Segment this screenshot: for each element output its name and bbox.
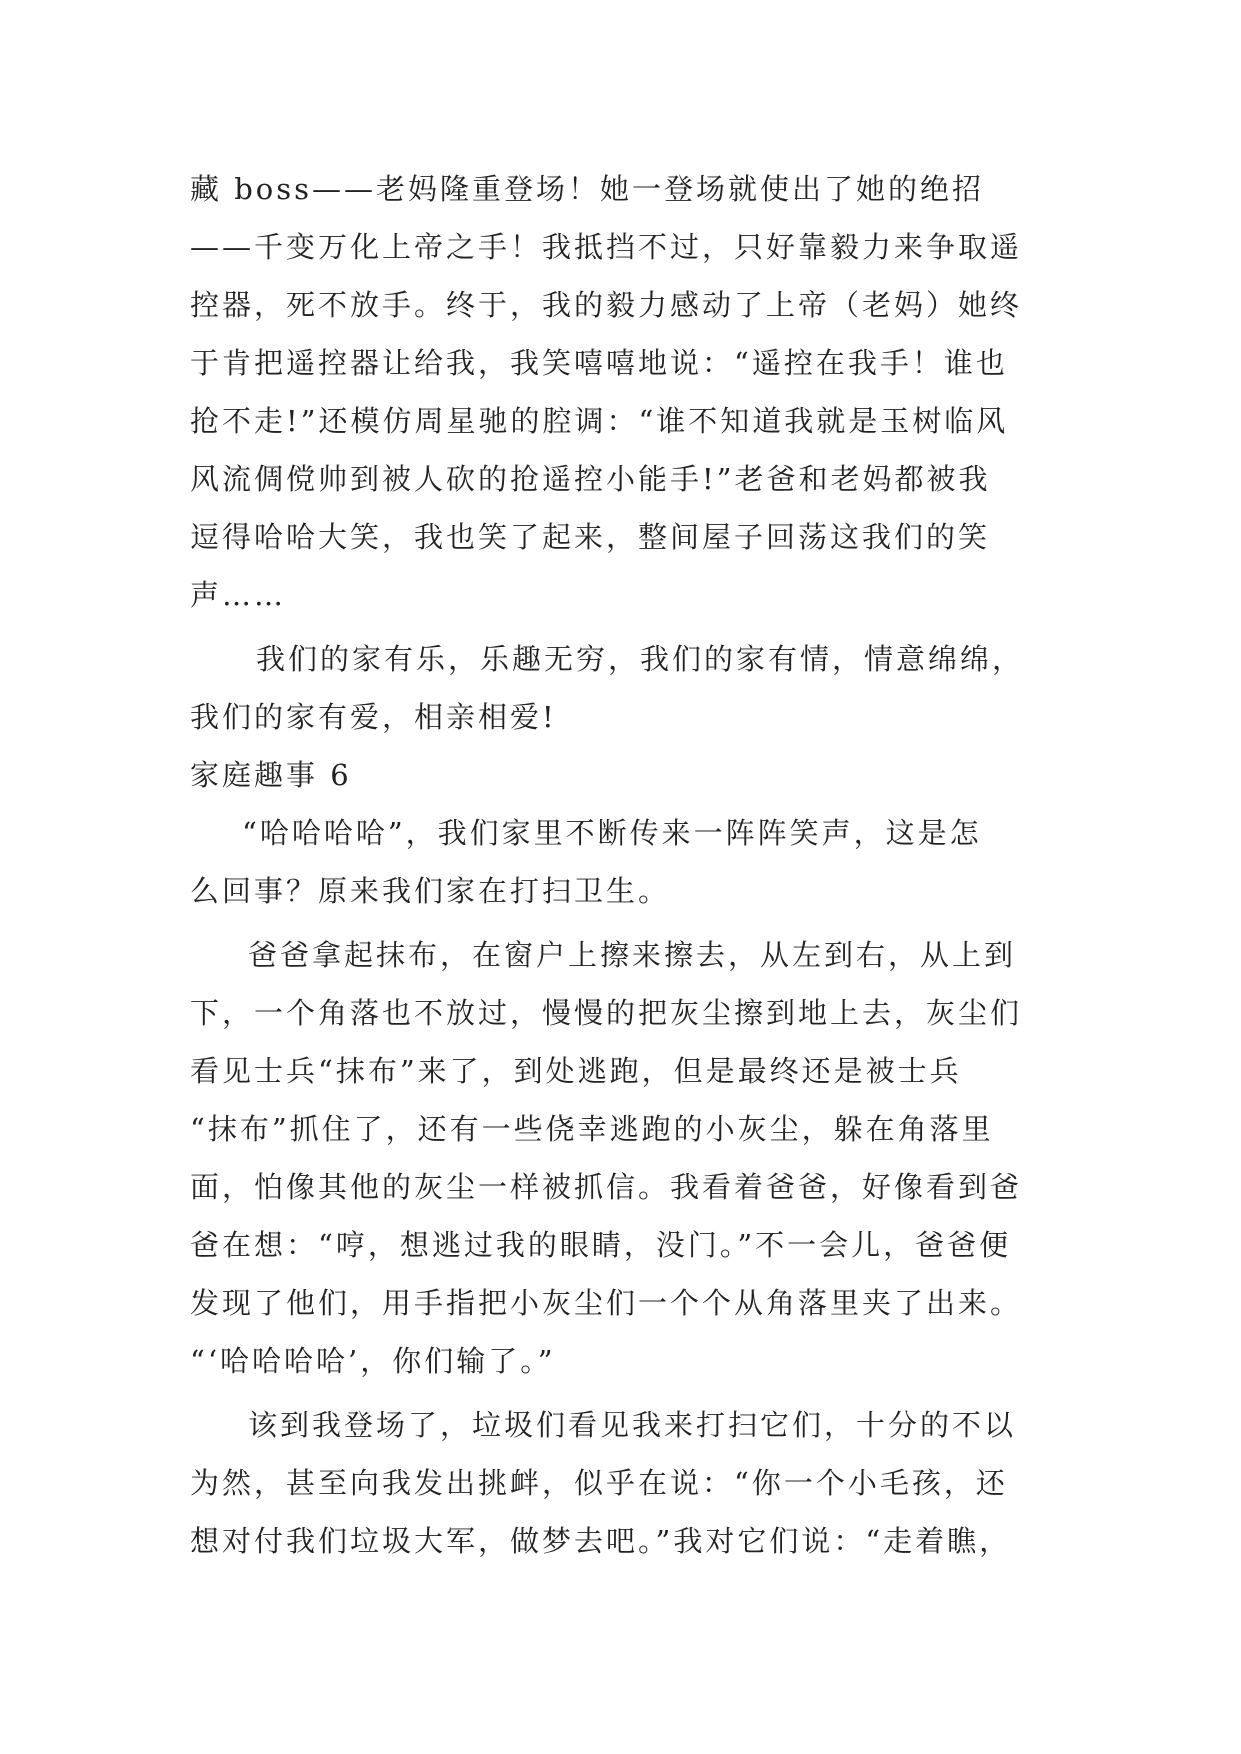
paragraph-1 xyxy=(190,160,1070,624)
document-body xyxy=(190,160,1070,1570)
text-line: 藏 boss——老妈隆重登场！她一登场就使出了她的绝招 xyxy=(190,172,985,206)
paragraph-4 xyxy=(190,926,1070,1390)
text-line: 该到我登场了，垃圾们看见我来打扫它们，十分的不以 xyxy=(248,1408,1017,1442)
text-line: 声…… xyxy=(190,578,287,612)
text-line: 爸在想：“哼，想逃过我的眼睛，没门。”不一会儿，爸爸便 xyxy=(190,1228,1012,1262)
text-line: “‘哈哈哈哈’，你们输了。” xyxy=(190,1344,556,1378)
text-line: 看见士兵“抹布”来了，到处逃跑，但是最终还是被士兵 xyxy=(190,1054,962,1088)
text-line: 发现了他们，用手指把小灰尘们一个个从角落里夹了出来。 xyxy=(190,1286,1023,1320)
text-line: ——千变万化上帝之手！我抵挡不过，只好靠毅力来争取遥 xyxy=(190,230,1023,264)
text-line: 我们的家有爱，相亲相爱! xyxy=(190,700,557,734)
heading-text: 家庭趣事 6 xyxy=(190,758,352,792)
text-line: 抢不走!”还模仿周星驰的腔调：“谁不知道我就是玉树临风 xyxy=(190,404,1009,438)
text-line: “抹布”抓住了，还有一些侥幸逃跑的小灰尘，躲在角落里 xyxy=(190,1112,994,1146)
text-line: 于肯把遥控器让给我，我笑嘻嘻地说：“遥控在我手！谁也 xyxy=(190,346,1008,380)
text-line: 为然，甚至向我发出挑衅，似乎在说：“你一个小毛孩，还 xyxy=(190,1466,1008,1500)
text-line: 我们的家有乐，乐趣无穷，我们的家有情，情意绵绵， xyxy=(256,642,1025,676)
section-heading xyxy=(190,746,1070,804)
text-line: 下，一个角落也不放过，慢慢的把灰尘擦到地上去，灰尘们 xyxy=(190,996,1023,1030)
text-line: 风流倜傥帅到被人砍的抢遥控小能手!”老爸和老妈都被我 xyxy=(190,462,991,496)
text-line: 逗得哈哈大笑，我也笑了起来，整间屋子回荡这我们的笑 xyxy=(190,520,991,554)
text-line: “哈哈哈哈”，我们家里不断传来一阵阵笑声，这是怎 xyxy=(242,816,982,850)
paragraph-3 xyxy=(190,804,1070,920)
text-line: 想对付我们垃圾大军，做梦去吧。”我对它们说：“走着瞧， xyxy=(190,1524,1012,1558)
text-line: 么回事？原来我们家在打扫卫生。 xyxy=(190,874,671,908)
text-line: 控器，死不放手。终于，我的毅力感动了上帝（老妈）她终 xyxy=(190,288,1023,322)
paragraph-2 xyxy=(190,630,1070,746)
text-line: 面，怕像其他的灰尘一样被抓信。我看着爸爸，好像看到爸 xyxy=(190,1170,1023,1204)
text-line: 爸爸拿起抹布，在窗户上擦来擦去，从左到右，从上到 xyxy=(248,938,1017,972)
paragraph-5 xyxy=(190,1396,1070,1570)
